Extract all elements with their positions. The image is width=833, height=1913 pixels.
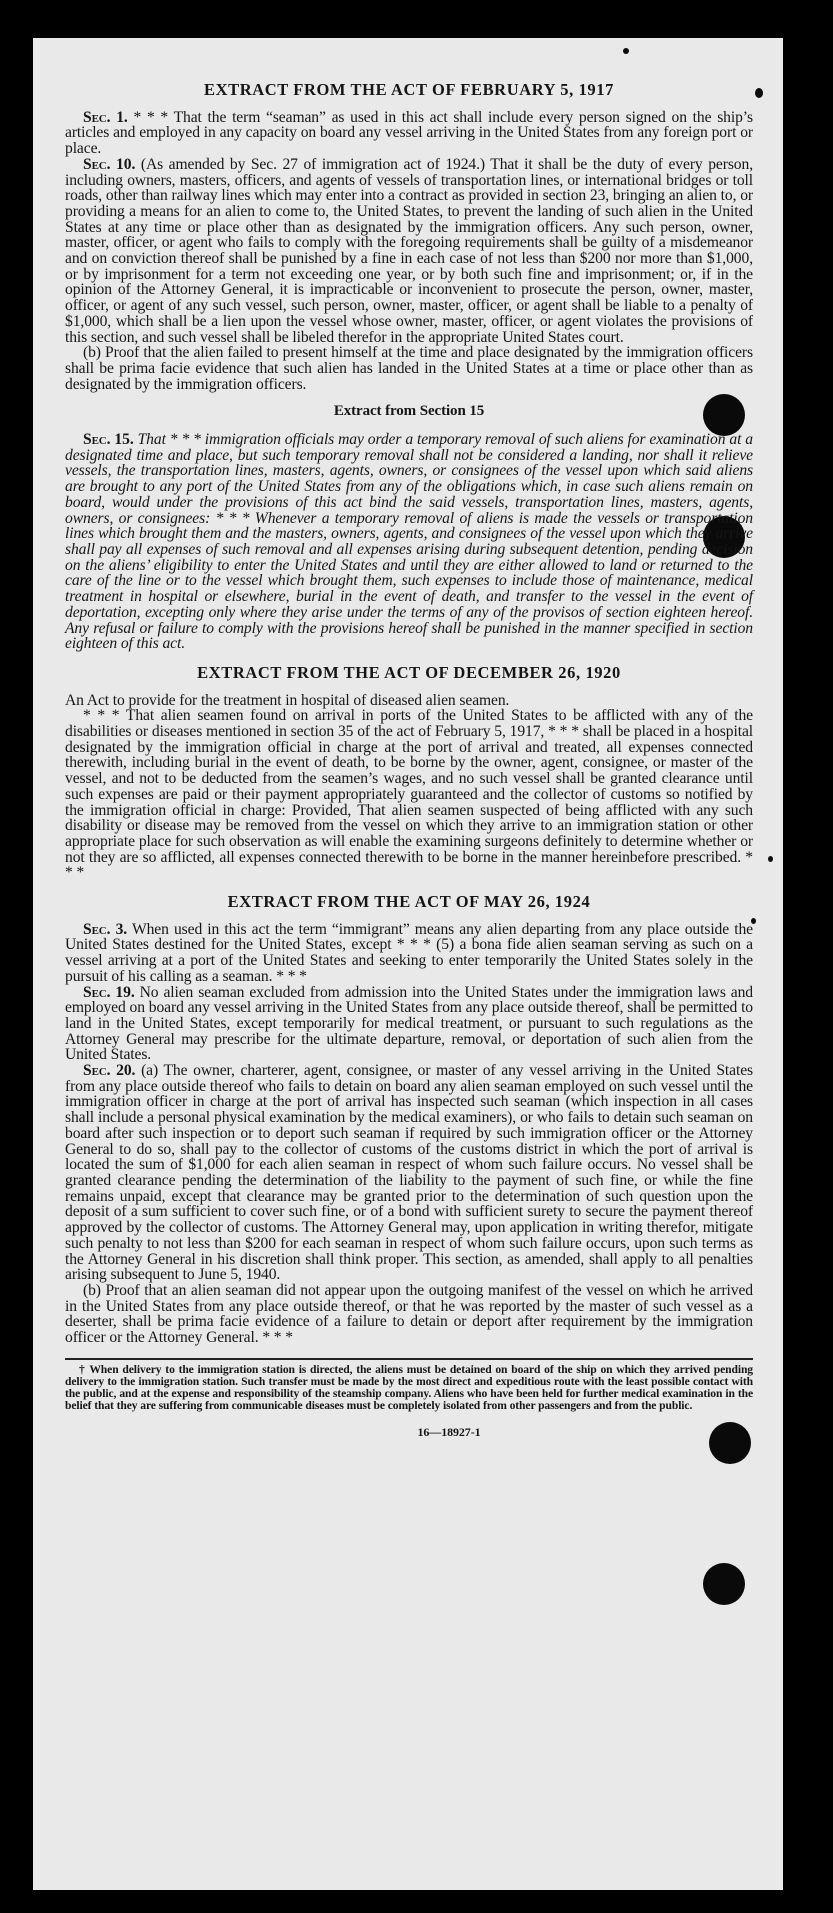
section-20-b: (b) Proof that an alien seaman did not appear upon the outgoing manifest of the vessel on which he arrived in the United States from any place outside thereof, or that he was reported by the master of such vessel as a deserter, shall be prima facie evidence of a failure to detain or deport after requirement by the immigration officer or the Attorney General. * * * [65, 1281, 753, 1347]
ink-speck [623, 48, 629, 54]
section-19 [65, 985, 753, 1064]
section-text: No alien seaman excluded from admission into the United States under the immigration laws and employed on board any vessel arriving in the United States from any place outside thereof, shall be permitted to land in the United States, except temporarily for medical treatment, or pursuant to such regulations as the Attorney General may prescribe for the ultimate departure, removal, or deportation of such alien from the United States. [65, 983, 753, 1064]
ink-speck [755, 88, 763, 98]
section-15 [65, 432, 753, 652]
punch-hole [703, 1563, 745, 1605]
subheading-section-15: Extract from Section 15 [333, 403, 485, 420]
footnote-divider [65, 1358, 753, 1360]
section-label: Sec. 19. [83, 983, 135, 1001]
section-text: That * * * immigration officials may order a temporary removal of such aliens for examination at a designated time and place, but such temporary removal shall not be considered a landing, nor shall it relieve vessels, the transportation lines, masters, agents, owners, or consignees of the vessel upon which said aliens are brought to any port of the United States from any of the obligations which, in case such aliens remain on board, would under the provisions of this act bind the said vessels, transportation lines, masters, agents, owners, or consignees: * * * Whenever a temporary removal of aliens is made the vessels or transportation lines which brought them and the masters, owners, agents, and consignees of the vessel upon which they arrive shall pay all expenses of such removal and all expenses arising during subsequent detention, pending decision on the aliens’ eligibility to enter the United States and until they are either allowed to land or returned to the care of the line or to the vessel which brought them, such expenses to include those of maintenance, medical treatment in hospital or elsewhere, burial in the event of death, and transfer to the vessel in the event of deportation, excepting only where they arise under the terms of any of the provisos of section eighteen hereof. Any refusal or failure to comply with the provisions hereof shall be punished in the manner specified in section eighteen of this act. [65, 431, 753, 653]
section-label: Sec. 20. [83, 1062, 136, 1080]
footnote: † When delivery to the immigration station is directed, the aliens must be detained on board of the ship on which they arrived pending delivery to the immigration station. Such transfer must be made by the most direct and expeditious route with the least possible contact with the public, and at the expense and responsibility of the steamship company. Aliens who have been held for further medical examination in the belief that they are suffering from communicable diseases must be completely isolated from other passengers and from the public. [65, 1362, 753, 1413]
section-10-b: (b) Proof that the alien failed to present himself at the time and place designated by the immigration officers shall be prima facie evidence that such alien has landed in the United States at a time or place other than as designated by the immigration officers. [65, 344, 753, 393]
heading-act-1920: EXTRACT FROM THE ACT OF DECEMBER 26, 1920 [197, 662, 621, 682]
heading-act-1924: EXTRACT FROM THE ACT OF MAY 26, 1924 [227, 892, 591, 912]
section-text: (As amended by Sec. 27 of immigration act of 1924.) That it shall be the duty of every person, including owners, masters, officers, and agents of vessels of transportation lines, or international bridges or toll roads, other than railway lines which may enter into a contract as provided in section 23, bringing an alien to, or providing a means for an alien to come to, the United States, to prevent the landing of such alien in the United States at any time or place other than as designated by the immigration officers. Any such person, owner, master, officer, or agent who fails to comply with the foregoing requirements shall be guilty of a misdemeanor and on conviction thereof shall be punished by a fine in each case of not less than $200 nor more than $1,000, or by imprisonment for a term not exceeding one year, or by both such fine and imprisonment; or, if in the opinion of the Attorney General, it is impracticable or inconvenient to prosecute the person, owner, master, officer, or agent of any such vessel, such person, owner, master, officer, or agent shall be liable to a penalty of $1,000, which shall be a lien upon the vessel whose owner, master, officer, or agent violates the provisions of this section, and such vessel shall be libeled therefor in the appropriate United States court. [65, 155, 753, 346]
section-label: Sec. 10. [83, 155, 136, 173]
section-10 [65, 157, 753, 345]
act-1920-title: An Act to provide for the treatment in hospital of diseased alien seamen. [65, 691, 510, 709]
act-1920-text: * * * That alien seamen found on arrival in ports of the United States to be afflicted with any of the disabilities or diseases mentioned in section 35 of the act of February 5, 1917, * * * shall be placed in a hospital designated by the immigration official in charge at the port of arrival and treated, all expenses connected therewith, including burial in the event of death, to be borne by the owner, agent, consignee, or master of the vessel, and not to be deducted from the seamen’s wages, and no such vessel shall be granted clearance until such expenses are paid or their payment appropriately guaranteed and the collector of customs so notified by the immigration official in charge: Provided, That alien seamen suspected of being afflicted with any such disability or disease may be removed from the vessel on which they arrive to an immigration station or other appropriate place for such observation as will enable the examining surgeons definitely to determine whether or not they are so afflicted, all expenses connected therewith to be borne in the manner hereinbefore prescribed. * * * [65, 707, 753, 882]
section-label: Sec. 1. [83, 108, 128, 126]
section-text: When used in this act the term “immigrant” means any alien departing from any place outside the United States destined for the United States, except * * * (5) a bona fide alien seaman serving as such on a vessel arriving at a port of the United States and seeking to enter temporarily the United States solely in the pursuit of his calling as a seaman. * * * [65, 920, 753, 985]
section-text: * * * That the term “seaman” as used in this act shall include every person signed on the ship’s articles and employed in any capacity on board any vessel arriving in the United States from any foreign port or place. [65, 108, 753, 158]
heading-act-1917: EXTRACT FROM THE ACT OF FEBRUARY 5, 1917 [204, 80, 614, 99]
document-body [65, 82, 753, 1440]
section-20 [65, 1063, 753, 1283]
ink-speck [768, 856, 773, 862]
section-text: (a) The owner, charterer, agent, consignee, or master of any vessel arriving in the United States from any place outside thereof who fails to detain on board any alien seaman employed on such vessel until the immigration officer in charge at the port of arrival has inspected such seaman (which inspection in all cases shall include a personal physical examination by the medical examiners), or who fails to detain such seaman on board after such inspection or to deport such seaman if required by such immigration officer or the Attorney General to do so, shall pay to the collector of customs of the customs district in which the port of arrival is located the sum of $1,000 for each alien seaman in respect of whom such failure occurs. No vessel shall be granted clearance pending the determination of the liability to the payment of such fine, or while the fine remains unpaid, except that clearance may be granted prior to the determination of such question upon the deposit of a sum sufficient to cover such fine, or of a bond with sufficient surety to secure the payment thereof approved by the collector of customs. The Attorney General may, upon application in writing therefor, mitigate such penalty to not less than $200 for each seaman in respect of whom such failure occurs, upon such terms as the Attorney General in his discretion shall think proper. This section, as amended, shall apply to all penalties arising subsequent to June 5, 1940. [65, 1062, 753, 1284]
form-number: 16—18927-1 [417, 1424, 481, 1439]
section-1 [65, 110, 753, 157]
section-label: Sec. 15. [83, 431, 134, 449]
section-label: Sec. 3. [83, 920, 128, 938]
document-page [33, 38, 783, 1890]
section-3 [65, 922, 753, 985]
